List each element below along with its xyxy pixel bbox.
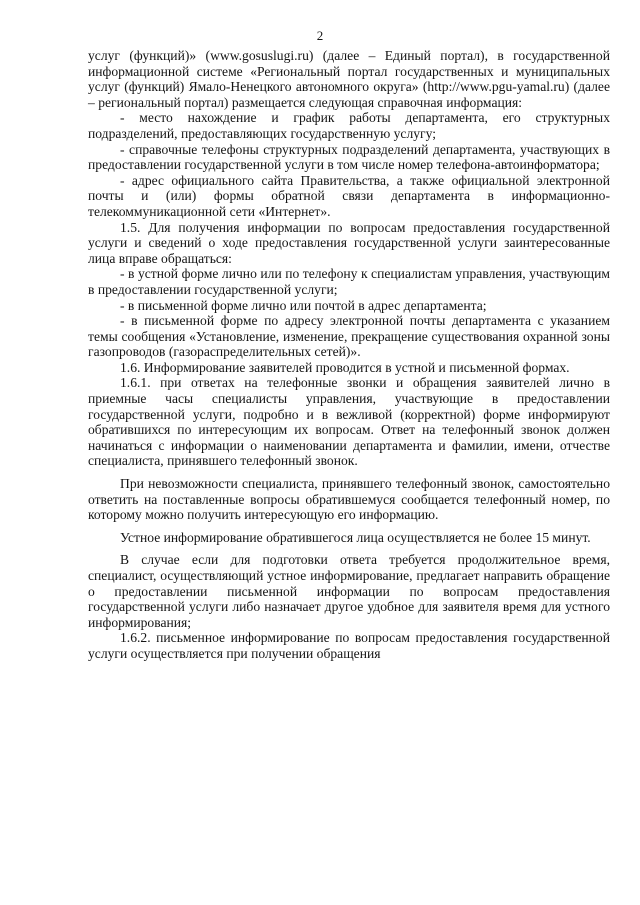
document-body bbox=[88, 48, 610, 662]
paragraph: - в устной форме лично или по телефону к специалистам управления, участвующим в предоставлении государственной услуги; bbox=[88, 266, 610, 297]
paragraph: 1.6.1. при ответах на телефонные звонки и обращения заявителей лично в приемные часы специалисты управления, участвующие в предоставлении государственной услуги, подробно и в вежливой (корректной) форме информируют обратившихся по интересующим их вопросам. Ответ на телефонный звонок должен начинаться с информации о наименовании департамента и фамилии, имени, отчестве специалиста, принявшего телефонный звонок. bbox=[88, 375, 610, 469]
paragraph: 1.6.2. письменное информирование по вопросам предоставления государственной услуги осуществляется при получении обращения bbox=[88, 630, 610, 661]
page-number: 2 bbox=[316, 28, 324, 43]
paragraph: - адрес официального сайта Правительства, а также официальной электронной почты и (или) формы обратной связи департамента в информационно-телекоммуникационной сети «Интернет». bbox=[88, 172, 610, 219]
paragraph: Устное информирование обратившегося лица осуществляется не более 15 минут. bbox=[120, 529, 591, 545]
paragraph: - в письменной форме по адресу электронной почты департамента с указанием темы сообщения «Установление, изменение, прекращение существования охранной зоны газопроводов (газораспределительных сетей)». bbox=[88, 313, 610, 360]
paragraph: - место нахождение и график работы департамента, его структурных подразделений, предоставляющих государственную услугу; bbox=[88, 110, 610, 141]
paragraph: 1.5. Для получения информации по вопросам предоставления государственной услуги и сведений о ходе предоставления государственной услуги заинтересованные лица вправе обращаться: bbox=[88, 219, 610, 266]
paragraph: 1.6. Информирование заявителей проводится в устной и письменной формах. bbox=[120, 359, 570, 375]
paragraph: услуг (функций)» (www.gosuslugi.ru) (далее – Единый портал), в государственной информационной системе «Региональный портал государственных и муниципальных услуг (функций) Ямало-Ненецкого автономного округа» (http://www.pgu-yamal.ru) (далее – региональный портал) размещается следующая справочная информация: bbox=[88, 48, 610, 110]
paragraph: - справочные телефоны структурных подразделений департамента, участвующих в предоставлении государственной услуги в том числе номер телефона-автоинформатора; bbox=[88, 141, 610, 173]
paragraph: В случае если для подготовки ответа требуется продолжительное время, специалист, осуществляющий устное информирование, предлагает направить обращение о предоставлении письменной информации по вопросам предоставления государственной услуги либо назначает другое удобное для заявителя время для устного информирования; bbox=[88, 552, 610, 630]
paragraph: - в письменной форме лично или почтой в адрес департамента; bbox=[120, 297, 487, 313]
paragraph: При невозможности специалиста, принявшего телефонный звонок, самостоятельно ответить на поставленные вопросы обратившемуся сообщается телефонный номер, по которому можно получить интересующую его информацию. bbox=[88, 476, 610, 523]
